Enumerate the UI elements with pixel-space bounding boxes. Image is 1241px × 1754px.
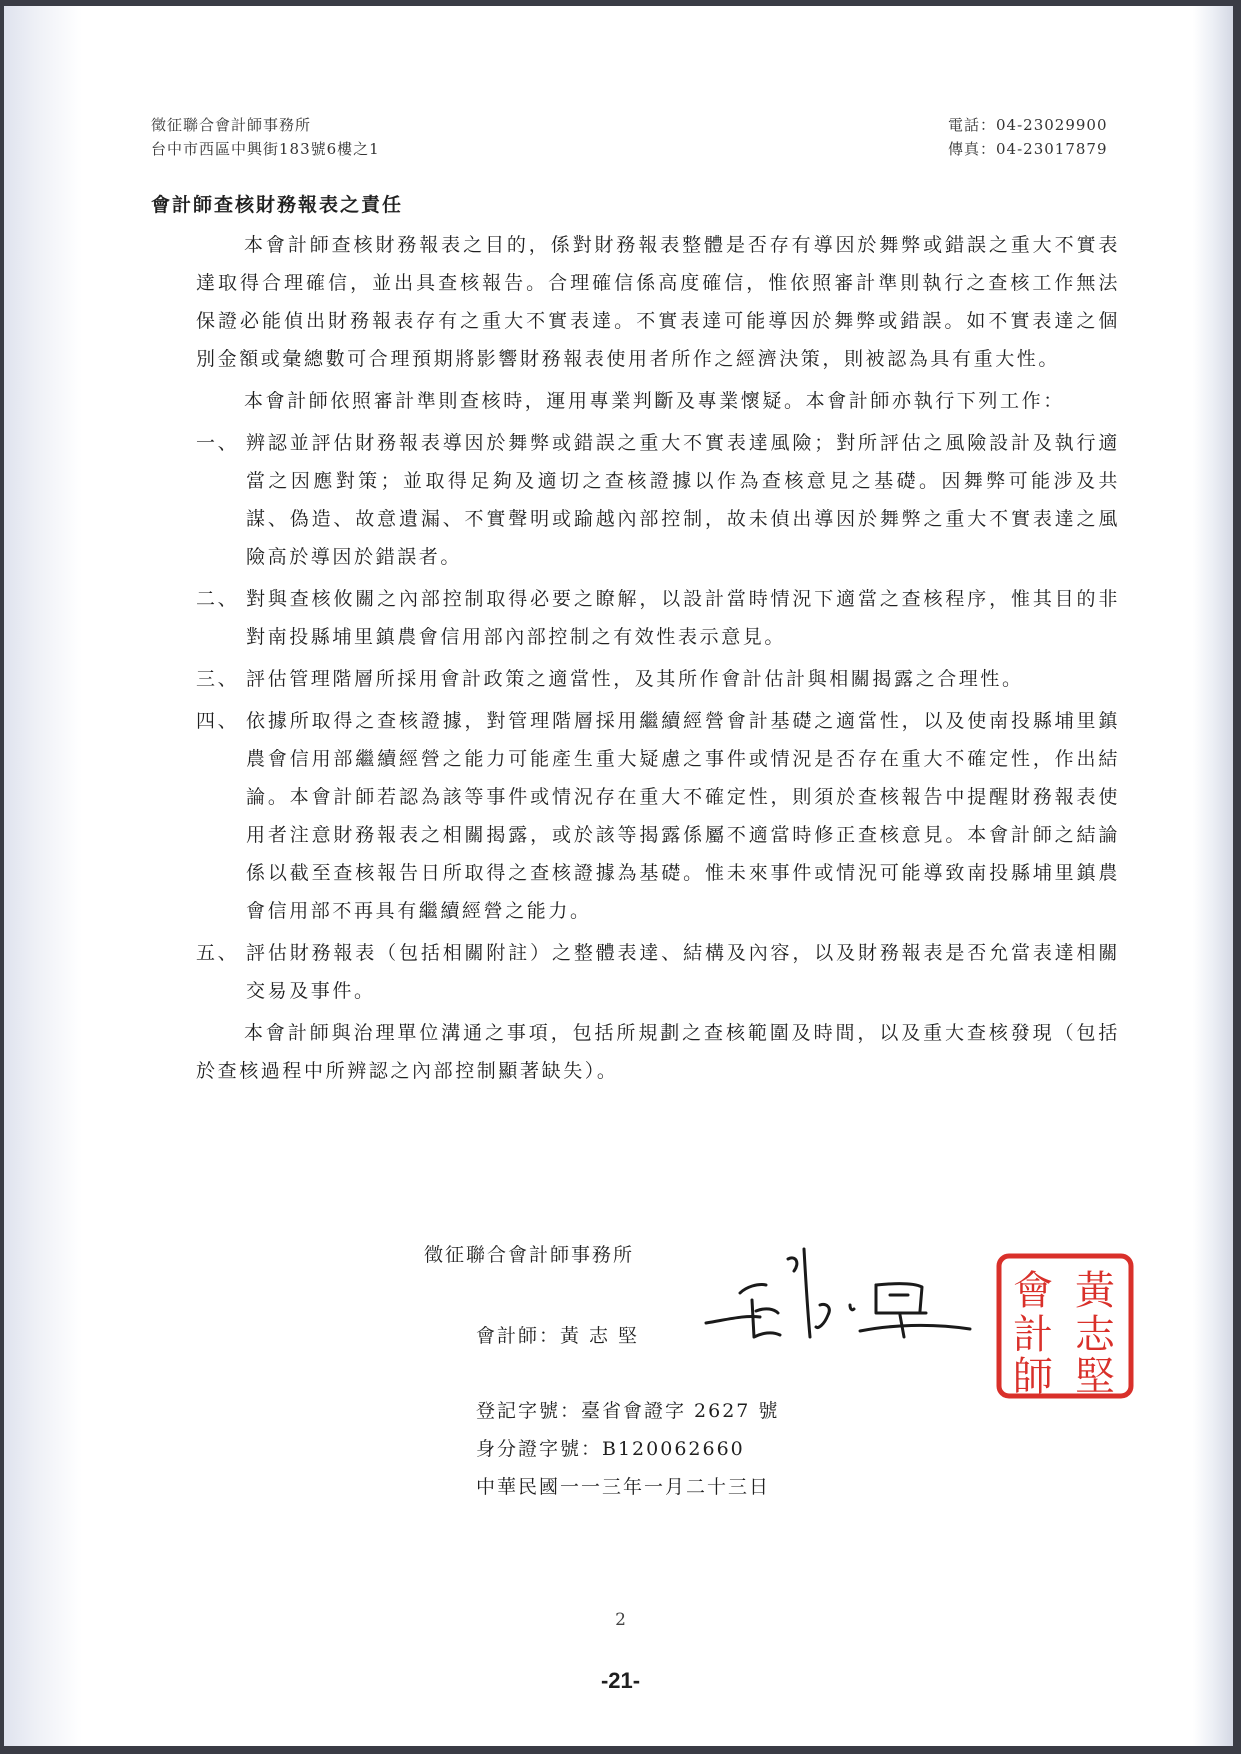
registration-number: 登記字號：臺省會證字 2627 號 <box>476 1400 780 1422</box>
list-item-text: 依據所取得之查核證據，對管理階層採用繼續經營會計基礎之適當性，以及使南投縣埔里鎮農會信用部繼續經營之能力可能產生重大疑慮之事件或情況是否存在重大不確定性，作出結論。本會計師若認為該等事件或情況存在重大不確定性，則須於查核報告中提醒財務報表使用者注意財務報表之相關揭露，或於該等揭露係屬不適當時修正查核意見。本會計師之結論係以截至查核報告日所取得之查核證據為基礎。惟未來事件或情況可能導致南投縣埔里鎮農會信用部不再具有繼續經營之能力。 <box>246 710 1120 922</box>
cpa-line <box>476 1321 647 1348</box>
body-text <box>196 226 1120 1094</box>
handwritten-signature <box>700 1245 990 1355</box>
paragraph-purpose: 本會計師查核財務報表之目的，係對財務報表整體是否存有導因於舞弊或錯誤之重大不實表達取得合理確信，並出具查核報告。合理確信係高度確信，惟依照審計準則執行之查核工作無法保證必能偵出財務報表存有之重大不實表達。不實表達可能導因於舞弊或錯誤。如不實表達之個別金額或彙總數可合理預期將影響財務報表使用者所作之經濟決策，則被認為具有重大性。 <box>196 234 1120 370</box>
page-shadow-right <box>1193 6 1233 1746</box>
list-item-number: 一、 <box>196 432 240 454</box>
page-shadow-left <box>4 6 82 1746</box>
list-item-text: 辨認並評估財務報表導因於舞弊或錯誤之重大不實表達風險；對所評估之風險設計及執行適當之因應對策；並取得足夠及適切之查核證據以作為查核意見之基礎。因舞弊可能涉及共謀、偽造、故意遺漏、不實聲明或踰越內部控制，故未偵出導因於舞弊之重大不實表達之風險高於導因於錯誤者。 <box>246 432 1120 568</box>
paragraph-governance: 本會計師與治理單位溝通之事項，包括所規劃之查核範圍及時間，以及重大查核發現（包括於查核過程中所辨認之內部控制顯著缺失）。 <box>196 1022 1120 1082</box>
svg-text:會: 會 <box>1013 1268 1053 1314</box>
phone: 電話：04-23029900 <box>948 116 1108 134</box>
contact-header <box>948 113 1108 161</box>
list-item <box>196 660 1120 698</box>
svg-text:計: 計 <box>1013 1312 1053 1358</box>
id-number: 身分證字號：B120062660 <box>476 1438 745 1460</box>
report-date: 中華民國一一三年一月二十三日 <box>476 1476 771 1498</box>
list-item-number: 五、 <box>196 942 240 964</box>
svg-text:堅: 堅 <box>1075 1354 1115 1400</box>
svg-text:志: 志 <box>1075 1312 1115 1358</box>
list-item-text: 評估財務報表（包括相關附註）之整體表達、結構及內容，以及財務報表是否允當表達相關交易及事件。 <box>246 942 1120 1002</box>
signature-firm: 徵征聯合會計師事務所 <box>424 1244 635 1266</box>
paragraph-judgement: 本會計師依照審計準則查核時，運用專業判斷及專業懷疑。本會計師亦執行下列工作： <box>244 390 1065 412</box>
section-title: 會計師查核財務報表之責任 <box>151 194 404 216</box>
list-item-text: 評估管理階層所採用會計政策之適當性，及其所作會計估計與相關揭露之合理性。 <box>246 668 1024 690</box>
list-item <box>196 934 1120 1010</box>
procedure-list <box>196 424 1120 1010</box>
firm-address: 台中市西區中興街183號6樓之1 <box>151 140 380 158</box>
page-number: 2 <box>615 1610 626 1630</box>
list-item-text: 對與查核攸關之內部控制取得必要之瞭解，以設計當時情況下適當之查核程序，惟其目的非對南投縣埔里鎮農會信用部內部控制之有效性表示意見。 <box>246 588 1120 648</box>
cpa-name: 黃志堅 <box>560 1325 648 1347</box>
seal-stamp <box>995 1252 1135 1400</box>
svg-text:師: 師 <box>1013 1354 1053 1400</box>
svg-text:黃: 黃 <box>1075 1268 1115 1314</box>
list-item-number: 三、 <box>196 668 240 690</box>
firm-header <box>151 113 380 161</box>
list-item <box>196 424 1120 576</box>
list-item-number: 四、 <box>196 710 240 732</box>
list-item <box>196 580 1120 656</box>
list-item <box>196 702 1120 930</box>
list-item-number: 二、 <box>196 588 240 610</box>
firm-name: 徵征聯合會計師事務所 <box>151 116 312 134</box>
page-sub-number: -21- <box>600 1668 641 1693</box>
fax: 傳真：04-23017879 <box>948 140 1108 158</box>
registration-block <box>476 1392 779 1506</box>
cpa-label: 會計師： <box>476 1325 561 1347</box>
